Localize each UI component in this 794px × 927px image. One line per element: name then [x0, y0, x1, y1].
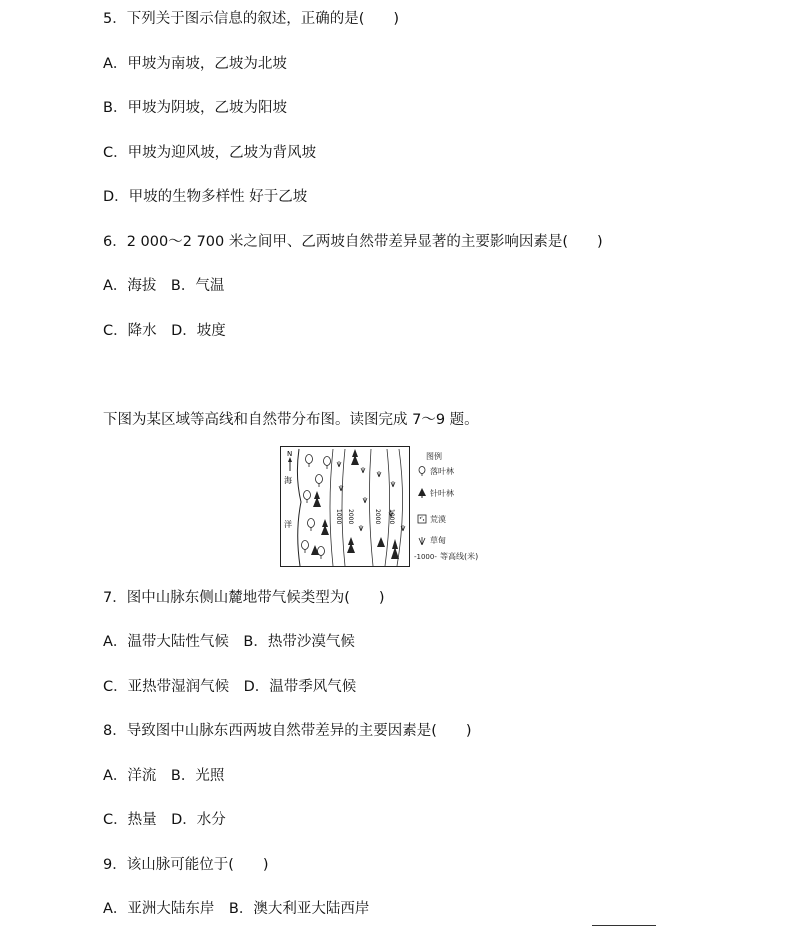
north-label: N	[287, 450, 293, 458]
q9-options-ab: A．亚洲大陆东岸 B．澳大利亚大陆西岸	[103, 901, 370, 917]
legend-deciduous: 落叶林	[430, 467, 454, 476]
bottom-rule	[592, 925, 656, 926]
contour-label-1: 1000	[335, 509, 342, 525]
q5-option-b: B．甲坡为阴坡，乙坡为阳坡	[103, 100, 287, 116]
sea-label-1: 海	[284, 476, 292, 485]
q7-options-ab: A．温带大陆性气候 B．热带沙漠气候	[103, 634, 355, 650]
q5-option-a: A．甲坡为南坡，乙坡为北坡	[103, 56, 287, 72]
q6-stem: 6．2 000～2 700 米之间甲、乙两坡自然带差异显著的主要影响因素是( )	[103, 234, 603, 250]
coniferous-forest-icon	[417, 488, 427, 498]
q7-options-cd: C．亚热带湿润气候 D．温带季风气候	[103, 679, 357, 695]
q8-options-ab: A．洋流 B．光照	[103, 768, 225, 784]
deciduous-forest-icon	[417, 466, 427, 476]
grassland-icon	[417, 535, 427, 545]
desert-icon	[417, 514, 427, 524]
legend-contour-sample: -1000-	[414, 553, 437, 561]
contour-label-4: 1000	[388, 509, 395, 525]
q5-stem: 5．下列关于图示信息的叙述，正确的是( )	[103, 11, 400, 27]
legend-desert: 荒漠	[430, 515, 446, 524]
q8-options-cd: C．热量 D．水分	[103, 812, 226, 828]
contour-vegetation-map	[280, 446, 490, 570]
q8-stem: 8．导致图中山脉东西两坡自然带差异的主要因素是( )	[103, 723, 472, 739]
map-frame	[280, 446, 410, 567]
figure-intro: 下图为某区域等高线和自然带分布图。读图完成 7～9 题。	[103, 412, 479, 428]
legend-coniferous: 针叶林	[430, 489, 454, 498]
q6-options-cd: C．降水 D．坡度	[103, 323, 226, 339]
legend-contour: 等高线(米)	[440, 552, 479, 561]
sea-label-2: 洋	[284, 520, 292, 529]
q9-stem: 9．该山脉可能位于( )	[103, 857, 269, 873]
q5-option-c: C．甲坡为迎风坡，乙坡为背风坡	[103, 145, 317, 161]
contour-label-2: 2000	[347, 509, 354, 525]
contour-label-3: 2000	[374, 509, 381, 525]
map-drawing	[281, 447, 411, 568]
q6-options-ab: A．海拔 B．气温	[103, 278, 225, 294]
q5-option-d: D．甲坡的生物多样性 好于乙坡	[103, 189, 308, 205]
q7-stem: 7．图中山脉东侧山麓地带气候类型为( )	[103, 590, 385, 606]
legend-title: 图例	[426, 452, 442, 461]
legend-grassland: 草甸	[430, 536, 446, 545]
